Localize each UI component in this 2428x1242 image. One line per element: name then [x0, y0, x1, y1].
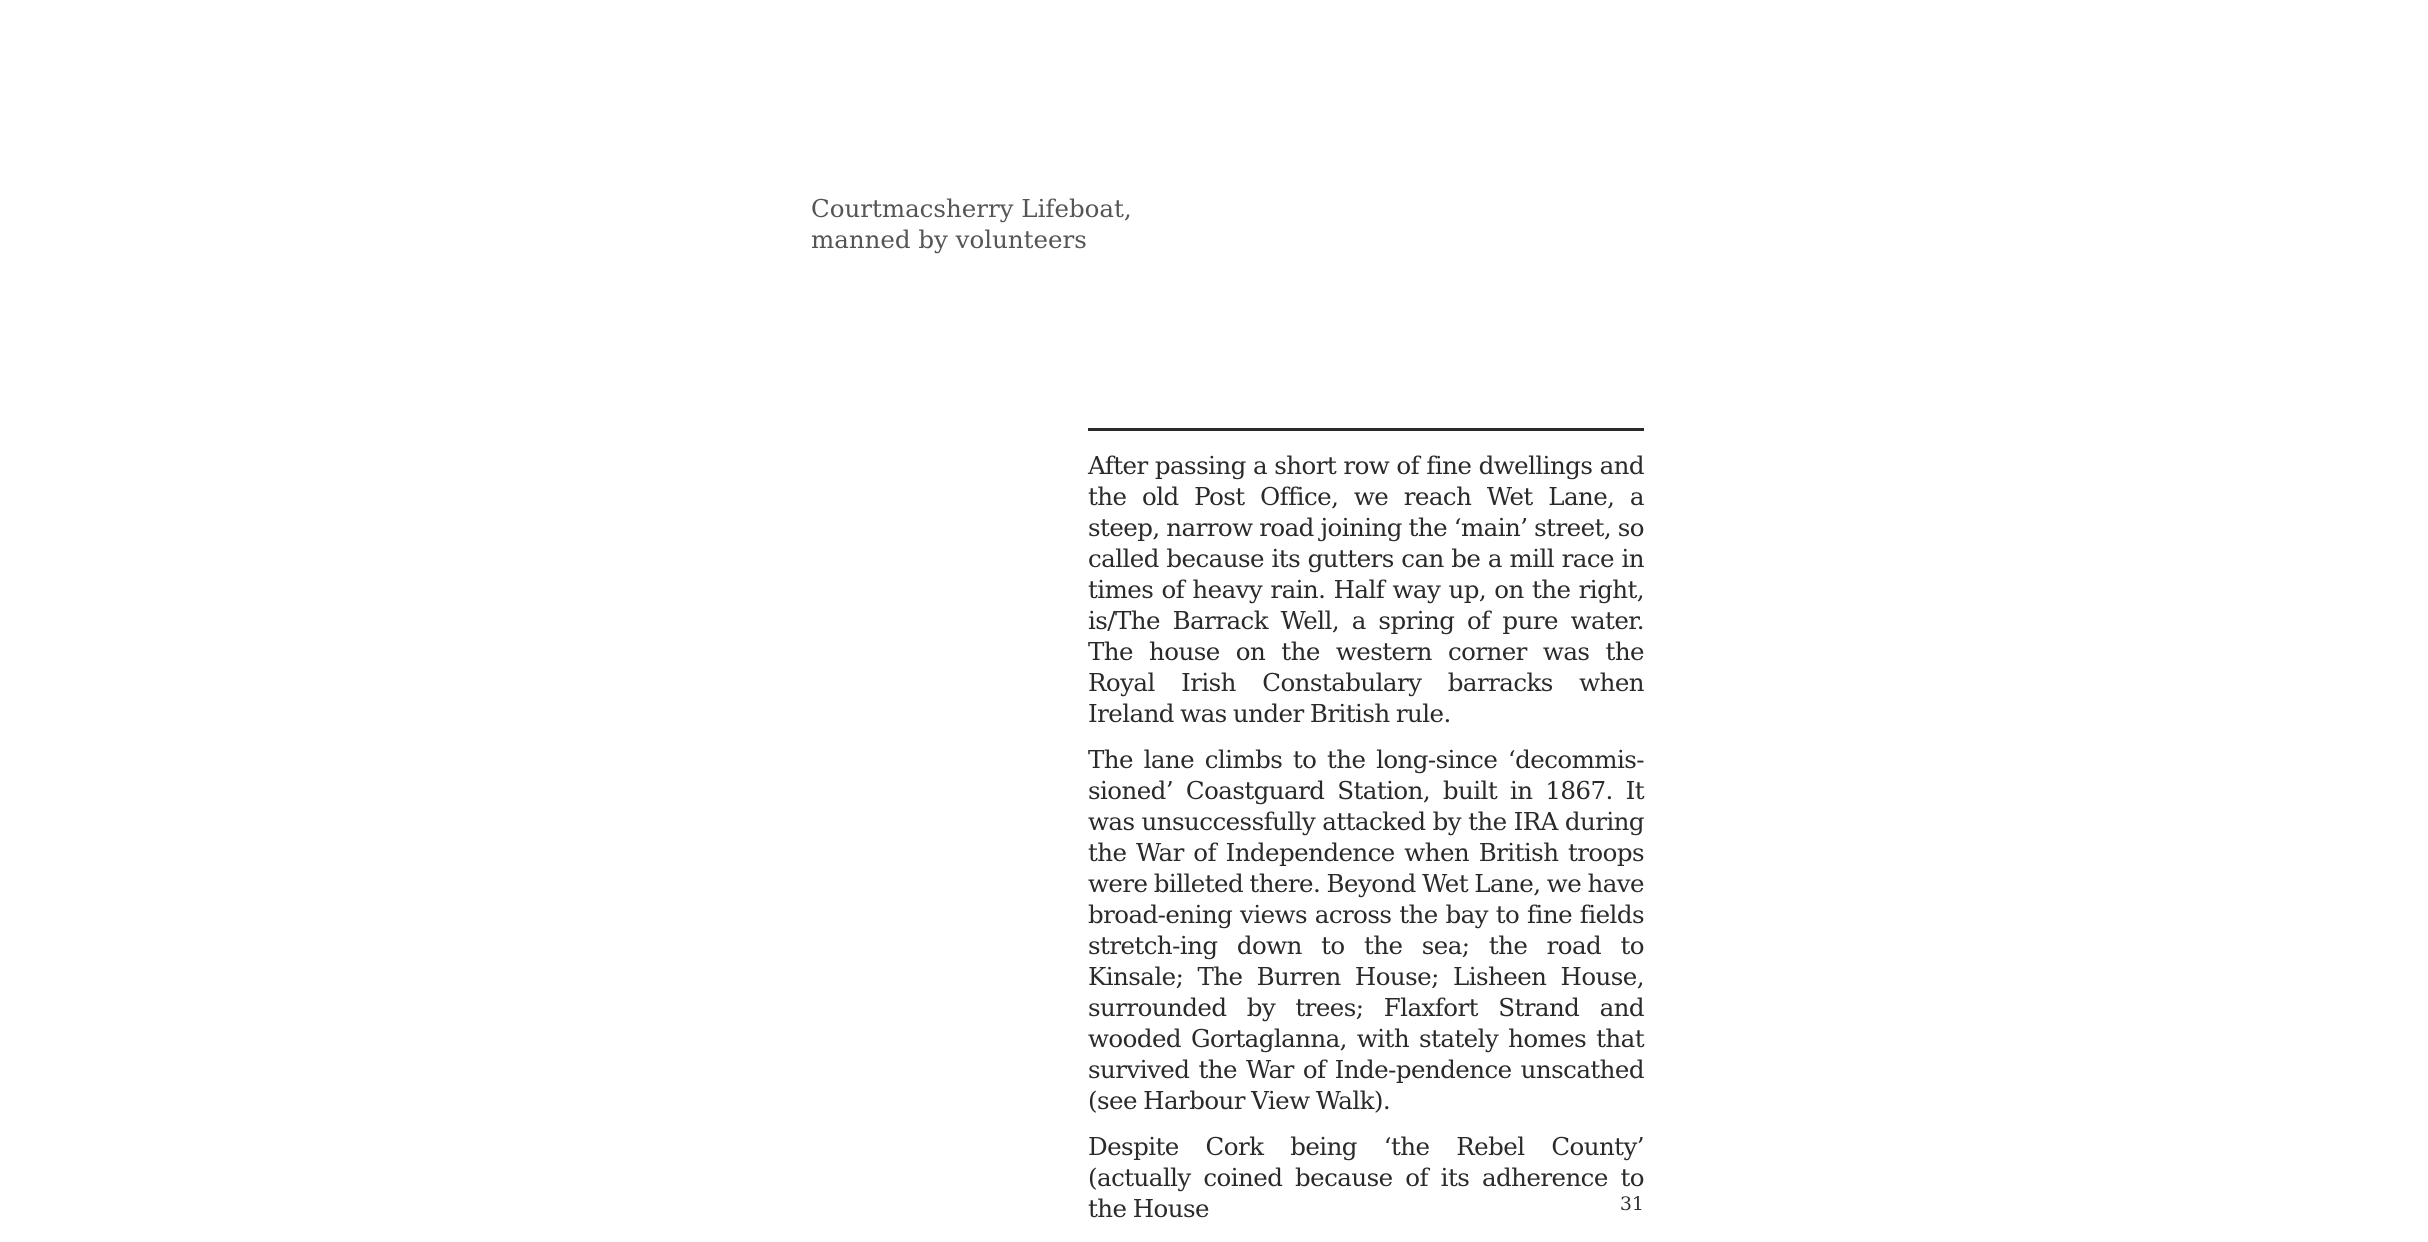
- photo-caption: [811, 193, 1231, 255]
- caption-line-2: manned by volunteers: [811, 225, 1087, 254]
- section-divider: [1088, 428, 1644, 431]
- page-number: 31: [1619, 1193, 1644, 1215]
- paragraph-2: The lane climbs to the long-since ‘decommis-sioned’ Coastguard Station, built in 1867. It was unsuccessfully attacked by the IRA during the War of Independence when British troops were billeted there. Beyond Wet Lane, we have broad-ening views across the bay to fine fields stretch-ing down to the sea; the road to Kinsale; The Burren House; Lisheen House, surrounded by trees; Flaxfort Strand and wooded Gortaglanna, with stately homes that survived the War of Inde-pendence unscathed (see Harbour View Walk).: [1088, 745, 1644, 1115]
- body-text: [1088, 450, 1644, 1239]
- paragraph-3: Despite Cork being ‘the Rebel County’ (actually coined because of its adherence to the House: [1088, 1132, 1644, 1223]
- paragraph-1: After passing a short row of fine dwellings and the old Post Office, we reach Wet Lane, a steep, narrow road joining the ‘main’ street, so called because its gutters can be a mill race in times of heavy rain. Half way up, on the right, is/The Barrack Well, a spring of pure water. The house on the western corner was the Royal Irish Constabulary barracks when Ireland was under British rule.: [1088, 451, 1644, 728]
- caption-line-1: Courtmacsherry Lifeboat,: [811, 194, 1132, 223]
